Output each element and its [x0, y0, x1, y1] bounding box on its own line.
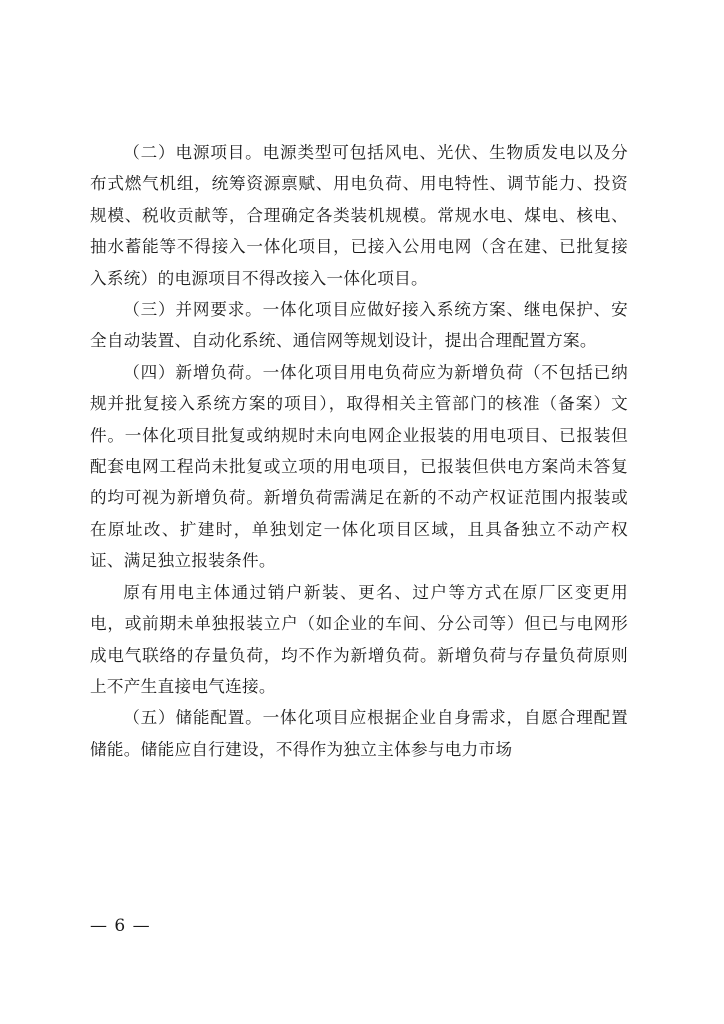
- paragraph-existing-load: 原有用电主体通过销户新装、更名、过户等方式在原厂区变更用电，或前期未单独报装立户（如企业的车间、分公司等）但已与电网形成电气联络的存量负荷，均不作为新增负荷。新增负荷与存量负荷原则上不产生直接电气连接。: [90, 582, 628, 696]
- paragraph-grid-connection-requirements: （三）并网要求。一体化项目应做好接入系统方案、继电保护、安全自动装置、自动化系统、通信网等规划设计，提出合理配置方案。: [90, 300, 628, 351]
- paragraph-new-load: （四）新增负荷。一体化项目用电负荷应为新增负荷（不包括已纳规并批复接入系统方案的项目），取得相关主管部门的核准（备案）文件。一体化项目批复或纳规时未向电网企业报装的用电项目、已报装但配套电网工程尚未批复或立项的用电项目，已报装但供电方案尚未答复的均可视为新增负荷。新增负荷需满足在新的不动产权证范围内报装或在原址改、扩建时，单独划定一体化项目区域，且具备独立不动产权证、满足独立报装条件。: [90, 362, 628, 571]
- document-body: [90, 137, 628, 765]
- page-number: — 6 —: [90, 916, 151, 936]
- paragraph-power-source-projects: （二）电源项目。电源类型可包括风电、光伏、生物质发电以及分布式燃气机组，统筹资源禀赋、用电负荷、用电特性、调节能力、投资规模、税收贡献等，合理确定各类装机规模。常规水电、煤电、核电、抽水蓄能等不得接入一体化项目，已接入公用电网（含在建、已批复接入系统）的电源项目不得改接入一体化项目。: [90, 143, 628, 288]
- paragraph-energy-storage: （五）储能配置。一体化项目应根据企业自身需求，自愿合理配置储能。储能应自行建设，不得作为独立主体参与电力市场: [90, 708, 628, 759]
